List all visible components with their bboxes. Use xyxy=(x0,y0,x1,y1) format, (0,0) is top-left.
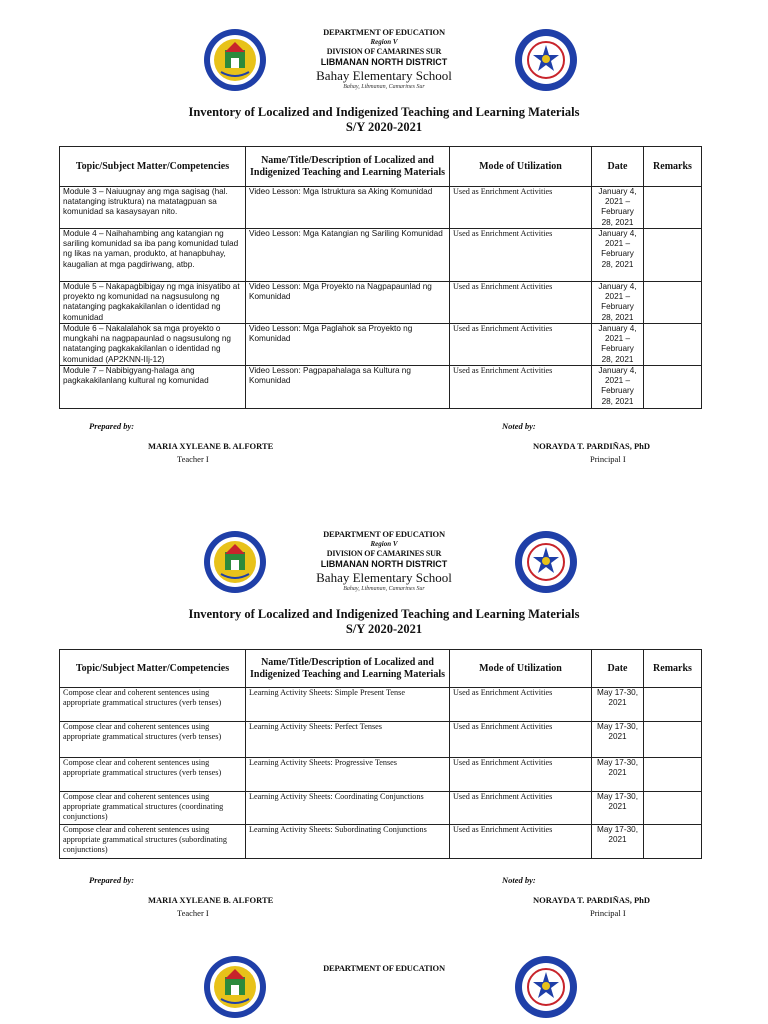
topic-cell: Compose clear and coherent sentences using appropriate grammatical structures (verb tenses) xyxy=(60,758,246,792)
column-header: Remarks xyxy=(644,147,702,187)
mode-cell: Used as Enrichment Activities xyxy=(450,688,592,722)
header-division: DIVISION OF CAMARINES SUR xyxy=(326,549,442,558)
column-header: Date xyxy=(592,650,644,688)
header-region: Region V xyxy=(370,540,398,548)
noted-by-title: Principal I xyxy=(590,908,626,918)
noted-by-label: Noted by: xyxy=(502,421,536,431)
date-cell: May 17-30, 2021 xyxy=(592,825,644,859)
material-cell: Video Lesson: Pagpapahalaga sa Kultura ng Komunidad xyxy=(246,366,450,409)
mode-cell: Used as Enrichment Activities xyxy=(450,792,592,825)
topic-cell: Module 5 – Nakapagbibigay ng mga inisyatibo at proyekto ng komunidad na nagsusulong ng natatanging pagkakakilanlan o identidad ng komunidad xyxy=(60,282,246,324)
column-header: Name/Title/Description of Localized and Indigenized Teaching and Learning Materials xyxy=(246,650,450,688)
date-cell: May 17-30, 2021 xyxy=(592,758,644,792)
prepared-by-name: MARIA XYLEANE B. ALFORTE xyxy=(148,895,274,905)
remarks-cell xyxy=(644,282,702,324)
column-header: Mode of Utilization xyxy=(450,147,592,187)
material-cell: Learning Activity Sheets: Progressive Tenses xyxy=(246,758,450,792)
table-header-row xyxy=(60,650,702,688)
date-cell: January 4, 2021 – February 28, 2021 xyxy=(592,229,644,282)
noted-by-label: Noted by: xyxy=(502,875,536,885)
prepared-by-label: Prepared by: xyxy=(89,875,135,885)
material-cell: Learning Activity Sheets: Subordinating Conjunctions xyxy=(246,825,450,859)
material-cell: Learning Activity Sheets: Coordinating Conjunctions xyxy=(246,792,450,825)
date-cell: May 17-30, 2021 xyxy=(592,722,644,758)
mode-cell: Used as Enrichment Activities xyxy=(450,366,592,409)
header-department: DEPARTMENT OF EDUCATION xyxy=(323,27,445,37)
table-row xyxy=(60,229,702,282)
column-header: Topic/Subject Matter/Competencies xyxy=(60,147,246,187)
date-cell: May 17-30, 2021 xyxy=(592,792,644,825)
prepared-by-label: Prepared by: xyxy=(89,421,135,431)
mode-cell: Used as Enrichment Activities xyxy=(450,758,592,792)
remarks-cell xyxy=(644,825,702,859)
remarks-cell xyxy=(644,792,702,825)
table-row xyxy=(60,758,702,792)
document-title: Inventory of Localized and Indigenized Teaching and Learning Materials xyxy=(188,105,580,119)
header-district: LIBMANAN NORTH DISTRICT xyxy=(320,57,448,67)
topic-cell: Compose clear and coherent sentences using appropriate grammatical structures (subordinating conjunctions) xyxy=(60,825,246,859)
remarks-cell xyxy=(644,324,702,366)
date-cell: May 17-30, 2021 xyxy=(592,688,644,722)
material-cell: Video Lesson: Mga Paglahok sa Proyekto ng Komunidad xyxy=(246,324,450,366)
header-school-name: Bahay Elementary School xyxy=(316,570,452,585)
remarks-cell xyxy=(644,758,702,792)
topic-cell: Compose clear and coherent sentences using appropriate grammatical structures (coordinating conjunctions) xyxy=(60,792,246,825)
material-cell: Video Lesson: Mga Katangian ng Sariling Komunidad xyxy=(246,229,450,282)
remarks-cell xyxy=(644,722,702,758)
mode-cell: Used as Enrichment Activities xyxy=(450,282,592,324)
school-year: S/Y 2020-2021 xyxy=(345,120,423,134)
mode-cell: Used as Enrichment Activities xyxy=(450,825,592,859)
topic-cell: Module 3 – Naiuugnay ang mga sagisag (hal. natatanging istruktura) na matatagpuan sa komunidad sa kasaysayan nito. xyxy=(60,187,246,229)
topic-cell: Module 6 – Nakalalahok sa mga proyekto o mungkahi na nagpapaunlad o nagsusulong ng natatanging pagkakakilanlan o identidad ng komunidad (AP2KNN-IIj-12) xyxy=(60,324,246,366)
column-header: Topic/Subject Matter/Competencies xyxy=(60,650,246,688)
topic-cell: Compose clear and coherent sentences using appropriate grammatical structures (verb tenses) xyxy=(60,688,246,722)
mode-cell: Used as Enrichment Activities xyxy=(450,187,592,229)
prepared-by-name: MARIA XYLEANE B. ALFORTE xyxy=(148,441,274,451)
header-division: DIVISION OF CAMARINES SUR xyxy=(326,47,442,56)
remarks-cell xyxy=(644,688,702,722)
column-header: Remarks xyxy=(644,650,702,688)
table-row xyxy=(60,187,702,229)
topic-cell: Module 7 – Nabibigyang-halaga ang pagkakakilanlang kultural ng komunidad xyxy=(60,366,246,409)
mode-cell: Used as Enrichment Activities xyxy=(450,324,592,366)
header-address: Bahay, Libmanan, Camarines Sur xyxy=(343,84,425,90)
mode-cell: Used as Enrichment Activities xyxy=(450,229,592,282)
table-header-row xyxy=(60,147,702,187)
date-cell: January 4, 2021 – February 28, 2021 xyxy=(592,282,644,324)
date-cell: January 4, 2021 – February 28, 2021 xyxy=(592,366,644,409)
remarks-cell xyxy=(644,229,702,282)
date-cell: January 4, 2021 – February 28, 2021 xyxy=(592,187,644,229)
table-row xyxy=(60,366,702,409)
header-department: DEPARTMENT OF EDUCATION xyxy=(323,963,445,973)
column-header: Mode of Utilization xyxy=(450,650,592,688)
table-row xyxy=(60,282,702,324)
school-year: S/Y 2020-2021 xyxy=(345,622,423,636)
noted-by-name: NORAYDA T. PARDIÑAS, PhD xyxy=(533,441,651,451)
header-district: LIBMANAN NORTH DISTRICT xyxy=(320,559,448,569)
material-cell: Video Lesson: Mga Istruktura sa Aking Komunidad xyxy=(246,187,450,229)
table-row xyxy=(60,825,702,859)
document-title: Inventory of Localized and Indigenized Teaching and Learning Materials xyxy=(188,607,580,621)
header-school-name: Bahay Elementary School xyxy=(316,68,452,83)
column-header: Name/Title/Description of Localized and Indigenized Teaching and Learning Materials xyxy=(246,147,450,187)
prepared-by-title: Teacher I xyxy=(177,908,209,918)
inventory-table xyxy=(59,649,702,859)
prepared-by-title: Teacher I xyxy=(177,454,209,464)
header-region: Region V xyxy=(370,38,398,46)
table-row xyxy=(60,722,702,758)
material-cell: Learning Activity Sheets: Perfect Tenses xyxy=(246,722,450,758)
header-department: DEPARTMENT OF EDUCATION xyxy=(323,529,445,539)
table-row xyxy=(60,324,702,366)
table-row xyxy=(60,688,702,722)
remarks-cell xyxy=(644,187,702,229)
noted-by-title: Principal I xyxy=(590,454,626,464)
inventory-table xyxy=(59,146,702,409)
topic-cell: Compose clear and coherent sentences using appropriate grammatical structures (verb tenses) xyxy=(60,722,246,758)
noted-by-name: NORAYDA T. PARDIÑAS, PhD xyxy=(533,895,651,905)
table-row xyxy=(60,792,702,825)
mode-cell: Used as Enrichment Activities xyxy=(450,722,592,758)
remarks-cell xyxy=(644,366,702,409)
date-cell: January 4, 2021 – February 28, 2021 xyxy=(592,324,644,366)
header-address: Bahay, Libmanan, Camarines Sur xyxy=(343,586,425,592)
material-cell: Video Lesson: Mga Proyekto na Nagpapaunlad ng Komunidad xyxy=(246,282,450,324)
column-header: Date xyxy=(592,147,644,187)
material-cell: Learning Activity Sheets: Simple Present Tense xyxy=(246,688,450,722)
topic-cell: Module 4 – Naihahambing ang katangian ng sariling komunidad sa iba pang komunidad tulad ng likas na yaman, produkto, at hanapbuhay, kaugalian at mga pagdiriwang, atbp. xyxy=(60,229,246,282)
